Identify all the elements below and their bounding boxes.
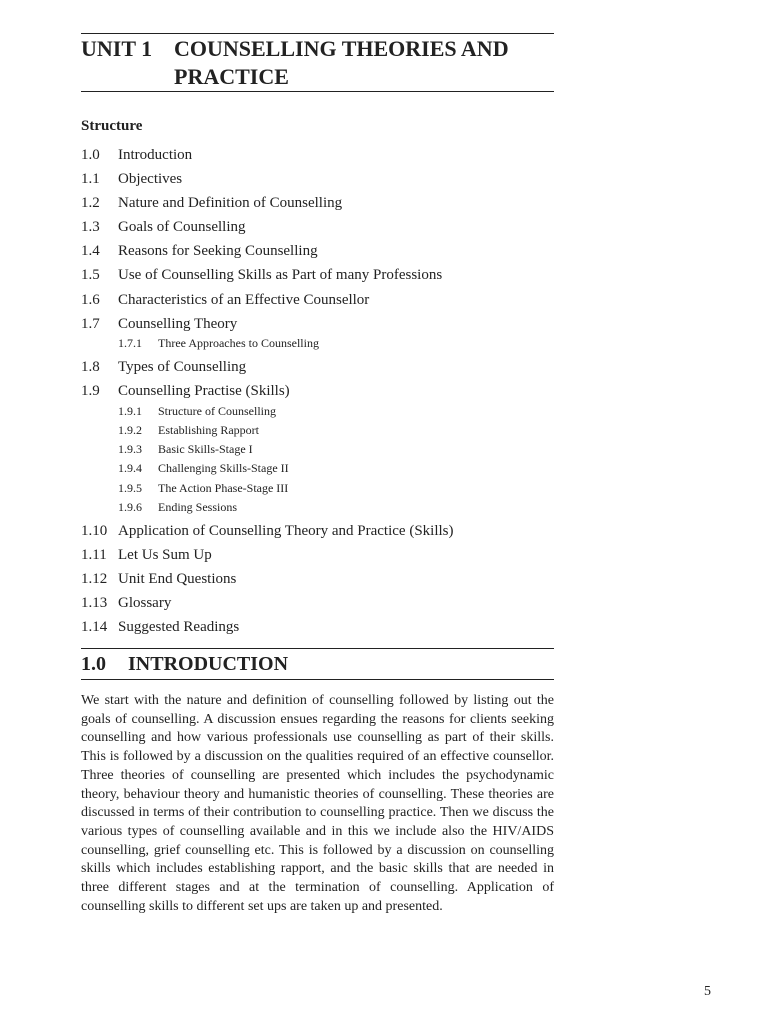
title-bottom-rule [81,91,554,92]
toc-item-number: 1.7 [81,316,100,332]
toc-subitem-label: The Action Phase-Stage III [158,481,289,495]
toc-subitem-number: 1.7.1 [118,336,142,350]
toc-item-number: 1.9 [81,383,100,399]
toc-item-number: 1.3 [81,219,100,235]
toc-item-number: 1.11 [81,547,107,563]
toc-item-label: Introduction [118,147,193,163]
toc-subitem-number: 1.9.5 [118,481,142,495]
toc-item-label: Types of Counselling [118,359,247,375]
toc-item-number: 1.6 [81,292,100,308]
section-top-rule [81,648,554,649]
toc-subitem-label: Three Approaches to Counselling [158,336,319,350]
toc-item-number: 1.8 [81,359,100,375]
toc-subitem-number: 1.9.2 [118,423,142,437]
toc-item-number: 1.14 [81,619,108,635]
toc-item-label: Reasons for Seeking Counselling [118,243,318,259]
toc-item-number: 1.13 [81,595,108,611]
toc-subitem-label: Establishing Rapport [158,423,259,437]
toc-subitem-label: Ending Sessions [158,500,238,514]
toc-item-number: 1.4 [81,243,100,259]
toc-item-label: Use of Counselling Skills as Part of many Professions [118,267,443,283]
toc-subitem-number: 1.9.3 [118,442,142,456]
toc-item-label: Nature and Definition of Counselling [118,195,343,211]
toc-item-number: 1.12 [81,571,108,587]
section-title: INTRODUCTION [128,653,289,675]
top-rule [81,33,554,34]
toc-item-label: Characteristics of an Effective Counsellor [118,292,370,308]
toc-item-label: Let Us Sum Up [118,547,212,563]
toc-item-label: Counselling Practise (Skills) [118,383,290,399]
section-bottom-rule [81,679,554,680]
toc-item-number: 1.1 [81,171,100,187]
toc-item-number: 1.0 [81,147,100,163]
toc-item-label: Goals of Counselling [118,219,246,235]
introduction-paragraph: We start with the nature and definition of counselling followed by listing out the goals of counselling. A discussion ensues regarding the reasons for clients seeking counselling and how various professionals use counselling as part of their skills. This is followed by a discussion on the qualities required of an effective counsellor. Three theories of counselling are presented which includes the psychodynamic theory, behaviour theory and humanistic theories of counselling. These theories are discussed in terms of their contribution to counselling practice. Then we discuss the various types of counselling available and in this we include also the HIV/AIDS counselling, grief counselling etc. This is followed by a discussion on counselling skills which includes establishing rapport, and the basic skills that are needed in three different stages and at the termination of counselling. Application of counselling skills to different set ups are taken up and presented. [81,693,554,914]
toc-subitem-number: 1.9.6 [118,500,142,514]
toc-subitem-label: Structure of Counselling [158,404,276,418]
toc-item-number: 1.5 [81,267,100,283]
unit-title-line-1: COUNSELLING THEORIES AND [174,36,509,61]
toc-item-label: Application of Counselling Theory and Practice (Skills) [118,523,454,539]
toc-item-number: 1.2 [81,195,100,211]
toc-item-label: Counselling Theory [118,316,238,332]
toc-subitem-number: 1.9.1 [118,404,142,418]
toc-item-label: Glossary [118,595,172,611]
toc-item-number: 1.10 [81,523,108,539]
toc-subitem-number: 1.9.4 [118,461,142,475]
unit-title-line-2: PRACTICE [174,64,289,89]
structure-heading: Structure [81,118,143,134]
toc-subitem-label: Basic Skills-Stage I [158,442,253,456]
toc-item-label: Suggested Readings [118,619,240,635]
toc-item-label: Unit End Questions [118,571,237,587]
toc-item-label: Objectives [118,171,183,187]
toc-subitem-label: Challenging Skills-Stage II [158,461,289,475]
unit-number: UNIT 1 [81,36,153,61]
section-number: 1.0 [81,653,106,675]
page-number: 5 [704,984,711,999]
